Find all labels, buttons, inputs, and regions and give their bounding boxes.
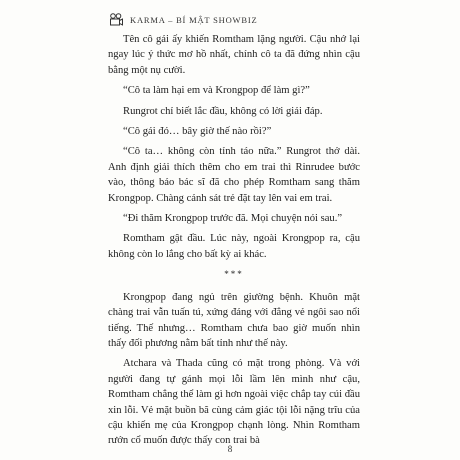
book-title: KARMA – BÍ MẬT SHOWBIZ [130,15,258,25]
page-body [108,32,360,454]
film-camera-icon [108,12,124,28]
paragraph: “Cô ta… không còn tỉnh táo nữa.” Rungrot thở dài. Anh định giải thích thêm cho em trai thì Rinrudee bước vào, thông báo bác sĩ đã cho phép Romtham sang thăm Krongpop. Chàng cảnh sát trẻ đặt tay lên vai em trai. [108,146,360,204]
paragraph: Atchara và Thada cũng có mặt trong phòng. Và với người đang tự gánh mọi lỗi lầm lên mình như cậu, Romtham chẳng thể làm gì hơn ngoài việc chắp tay cúi đầu xin lỗi. Vẻ mặt buồn bã cùng cảm giác tội lỗi nặng trĩu của cậu khiến mẹ của Krongpop chạnh lòng. Nhìn Romtham rướn cổ muốn được thấy con trai bà [108,358,360,447]
page-number: 8 [227,444,233,454]
paragraph: Romtham gật đầu. Lúc này, ngoài Krongpop ra, cậu không còn lo lắng cho bất kỳ ai khác. [108,233,360,260]
paragraph: Krongpop đang ngủ trên giường bệnh. Khuôn mặt chàng trai vẫn tuấn tú, xứng đáng với đẳng vẻ ngôi sao nổi tiếng. Thế nhưng… Romtham chưa bao giờ muốn nhìn thấy đối phương nằm bất tỉnh như thế này. [108,291,360,349]
paragraph: Rungrot chỉ biết lắc đầu, không có lời giải đáp. [123,105,323,117]
paragraph: “Đi thăm Krongpop trước đã. Mọi chuyện nói sau.” [123,213,343,225]
section-separator: *** [224,269,244,280]
paragraph: Tên cô gái ấy khiến Romtham lặng người. Cậu nhớ lại ngay lúc ý thức mơ hồ nhất, chính cô ta đã đứng nhìn cậu bằng một nụ cười. [108,34,360,76]
running-header [108,12,257,28]
paragraph: “Cô gái đó… bây giờ thế nào rồi?” [123,126,272,138]
paragraph: “Cô ta làm hại em và Krongpop để làm gì?” [123,85,310,97]
